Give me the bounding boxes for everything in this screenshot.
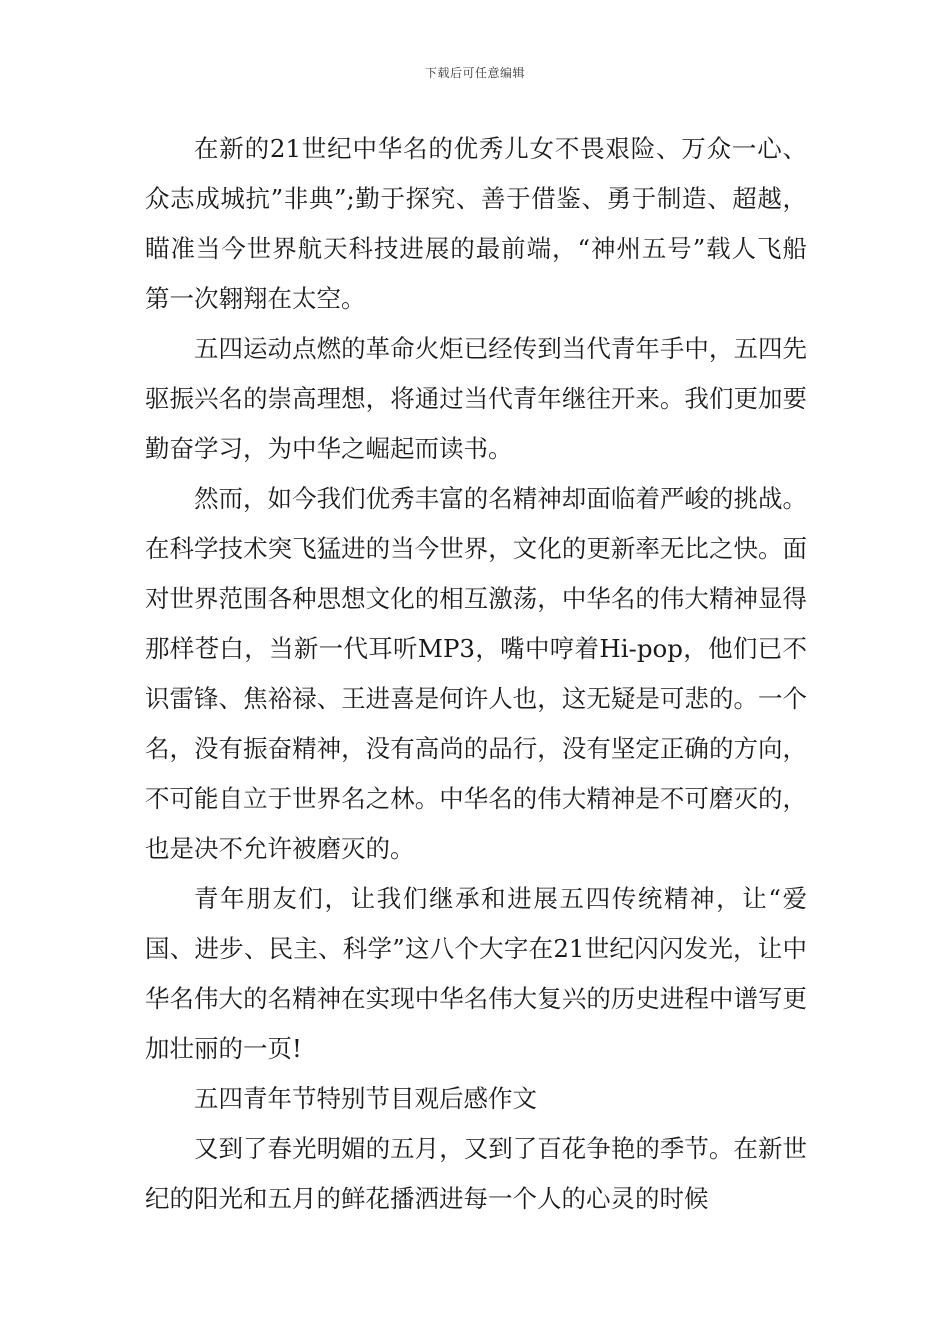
paragraph-3: 然而，如今我们优秀丰富的名精神却面临着严峻的挑战。在科学技术突飞猛进的当今世界，文化的更新率无比之快。面对世界范围各种思想文化的相互激荡，中华名的伟大精神显得那样苍白，当新一代耳听MP3，嘴中哼着Hi-pop，他们已不识雷锋、焦裕禄、王进喜是何许人也，这无疑是可悲的。一个名，没有振奋精神，没有高尚的品行，没有坚定正确的方向，不可能自立于世界名之林。中华名的伟大精神是不可磨灭的，也是决不允许被磨灭的。 <box>145 484 807 863</box>
paragraph-5: 又到了春光明媚的五月，又到了百花争艳的季节。在新世纪的阳光和五月的鲜花播洒进每一个人的心灵的时候 <box>145 1134 807 1213</box>
page-header: 下载后可任意编辑 <box>424 66 525 80</box>
paragraph-2: 五四运动点燃的革命火炬已经传到当代青年手中，五四先驱振兴名的崇高理想，将通过当代青年继往开来。我们更加要勤奋学习，为中华之崛起而读书。 <box>145 334 807 463</box>
paragraph-4: 青年朋友们，让我们继承和进展五四传统精神，让“爱国、进步、民主、科学”这八个大字在21世纪闪闪发光，让中华名伟大的名精神在实现中华名伟大复兴的历史进程中谱写更加壮丽的一页! <box>145 884 807 1063</box>
section-title: 五四青年节特别节目观后感作文 <box>194 1084 537 1113</box>
document-body <box>145 124 807 1224</box>
paragraph-1: 在新的21世纪中华名的优秀儿女不畏艰险、万众一心、众志成城抗”非典”;勤于探究、善于借鉴、勇于制造、超越，瞄准当今世界航天科技进展的最前端，“神州五号”载人飞船第一次翱翔在太空。 <box>145 134 807 313</box>
